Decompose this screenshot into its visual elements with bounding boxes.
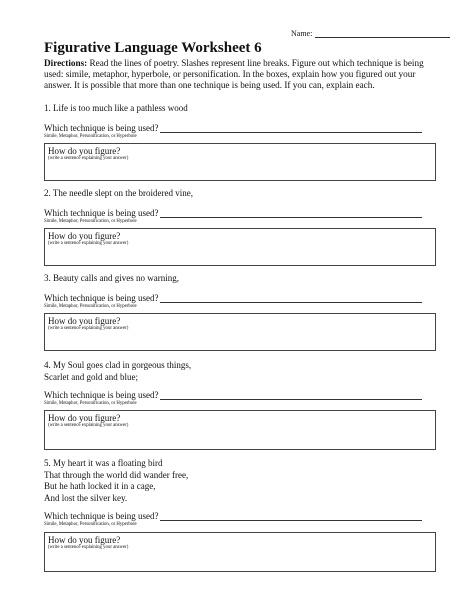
directions-label: Directions: xyxy=(44,58,88,68)
box-hint: (write a sentence explaining your answer) xyxy=(48,326,129,331)
box-hint: (write a sentence explaining your answer) xyxy=(48,545,129,550)
box-title: How do you figure? xyxy=(48,316,121,326)
poem-lines: 4. My Soul goes clad in gorgeous things, Scarlet and gold and blue; xyxy=(44,360,192,382)
explanation-box[interactable] xyxy=(44,228,436,266)
technique-question xyxy=(44,293,436,303)
technique-question xyxy=(44,511,436,521)
poem-lines: 3. Beauty calls and gives no warning, xyxy=(44,273,179,283)
question-1 xyxy=(44,103,436,161)
poem-lines: 2. The needle slept on the broidered vine, xyxy=(44,188,194,198)
technique-options: Simile, Metaphor, Personification, or Hyperbole xyxy=(44,522,137,527)
technique-options: Simile, Metaphor, Personification, or Hyperbole xyxy=(44,133,137,139)
box-hint: (write a sentence explaining your answer) xyxy=(48,423,129,428)
question-5 xyxy=(44,458,436,550)
technique-prompt: Which technique is being used? xyxy=(44,511,159,521)
worksheet-title: Figurative Language Worksheet 6 xyxy=(44,40,262,56)
explanation-box[interactable] xyxy=(44,143,436,181)
technique-prompt: Which technique is being used? xyxy=(44,390,159,400)
box-title: How do you figure? xyxy=(48,231,121,241)
technique-answer-line[interactable] xyxy=(160,511,422,521)
technique-question xyxy=(44,123,436,133)
technique-options: Simile, Metaphor, Personification, or Hyperbole xyxy=(44,218,137,224)
explanation-box[interactable] xyxy=(44,313,436,351)
box-hint: (write a sentence explaining your answer) xyxy=(48,241,129,246)
technique-question xyxy=(44,390,436,400)
poem-lines: 5. My heart it was a floating bird That through the world did wander free, But he hath locked it in a cage, And lost the silver key. xyxy=(44,458,189,503)
name-field xyxy=(291,29,450,38)
question-4 xyxy=(44,360,436,428)
question-3 xyxy=(44,273,436,331)
technique-options: Simile, Metaphor, Personification, or Hyperbole xyxy=(44,303,137,309)
technique-answer-line[interactable] xyxy=(160,390,422,400)
technique-prompt: Which technique is being used? xyxy=(44,122,159,133)
question-2 xyxy=(44,188,436,246)
box-title: How do you figure? xyxy=(48,413,121,423)
technique-question xyxy=(44,208,436,218)
directions xyxy=(44,58,436,91)
directions-text: Read the lines of poetry. Slashes represent line breaks. Figure out which technique is being used: simile, metaphor, hyperbole, or personification. In the boxes, explain how you figured out your answer. It is possible that more than one technique is being used. If you can, explain each. xyxy=(44,58,424,90)
name-label: Name: xyxy=(291,29,313,38)
technique-answer-line[interactable] xyxy=(160,123,422,133)
explanation-box[interactable] xyxy=(44,410,436,450)
name-blank-line[interactable] xyxy=(315,29,450,38)
box-title: How do you figure? xyxy=(48,146,121,156)
explanation-box[interactable] xyxy=(44,532,436,572)
technique-answer-line[interactable] xyxy=(160,208,422,218)
poem-lines: 1. Life is too much like a pathless wood xyxy=(44,103,188,113)
technique-prompt: Which technique is being used? xyxy=(44,292,159,303)
technique-prompt: Which technique is being used? xyxy=(44,207,159,218)
box-title: How do you figure? xyxy=(48,535,121,545)
technique-answer-line[interactable] xyxy=(160,293,422,303)
box-hint: (write a sentence explaining your answer) xyxy=(48,156,129,161)
technique-options: Simile, Metaphor, Personification, or Hyperbole xyxy=(44,401,137,406)
